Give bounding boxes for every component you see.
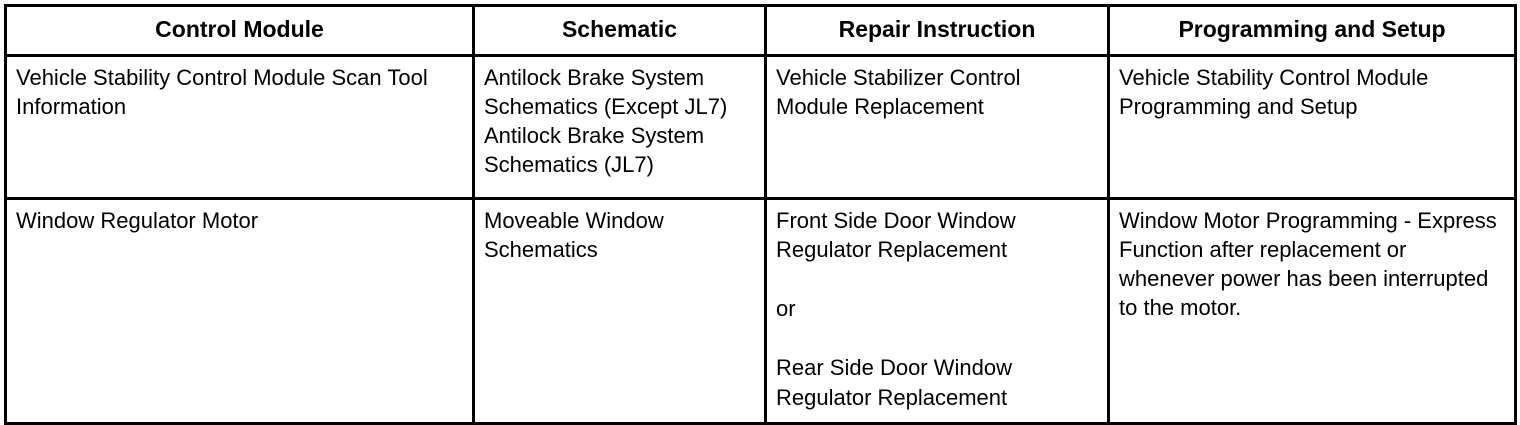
cell-schematic bbox=[474, 55, 766, 198]
column-header-control-module: Control Module bbox=[6, 6, 474, 56]
cell-text: Rear Side Door Window Regulator Replacement bbox=[776, 355, 1012, 410]
table-row bbox=[6, 55, 1516, 198]
cell-text: Vehicle Stabilizer Control Module Replacement bbox=[776, 64, 1021, 119]
control-module-reference-table bbox=[4, 4, 1517, 425]
cell-spacer bbox=[776, 264, 1098, 294]
cell-programming-and-setup bbox=[1109, 198, 1516, 423]
cell-control-module bbox=[6, 198, 474, 423]
cell-spacer bbox=[776, 323, 1098, 353]
cell-programming-and-setup bbox=[1109, 55, 1516, 198]
document-page bbox=[0, 4, 1520, 410]
cell-text: Window Motor Programming - Express Function after replacement or whenever power has been interrupted to the motor. bbox=[1119, 207, 1497, 321]
cell-schematic bbox=[474, 198, 766, 423]
column-header-programming-and-setup: Programming and Setup bbox=[1109, 6, 1516, 56]
cell-text: Antilock Brake System Schematics (JL7) bbox=[484, 123, 705, 178]
cell-text: Vehicle Stability Control Module Scan Tool Information bbox=[16, 64, 428, 119]
table-row bbox=[6, 198, 1516, 423]
column-header-schematic: Schematic bbox=[474, 6, 766, 56]
cell-text: Moveable Window Schematics bbox=[484, 207, 664, 262]
cell-repair-instruction bbox=[766, 55, 1109, 198]
cell-text: Antilock Brake System Schematics (Except JL7) bbox=[484, 64, 728, 119]
cell-text: or bbox=[776, 296, 796, 322]
cell-text: Window Regulator Motor bbox=[16, 207, 259, 233]
cell-text: Front Side Door Window Regulator Replacement bbox=[776, 207, 1016, 262]
cell-text: Vehicle Stability Control Module Programming and Setup bbox=[1119, 64, 1429, 119]
column-header-repair-instruction: Repair Instruction bbox=[766, 6, 1109, 56]
table-header-row bbox=[6, 6, 1516, 56]
cell-repair-instruction bbox=[766, 198, 1109, 423]
cell-control-module bbox=[6, 55, 474, 198]
